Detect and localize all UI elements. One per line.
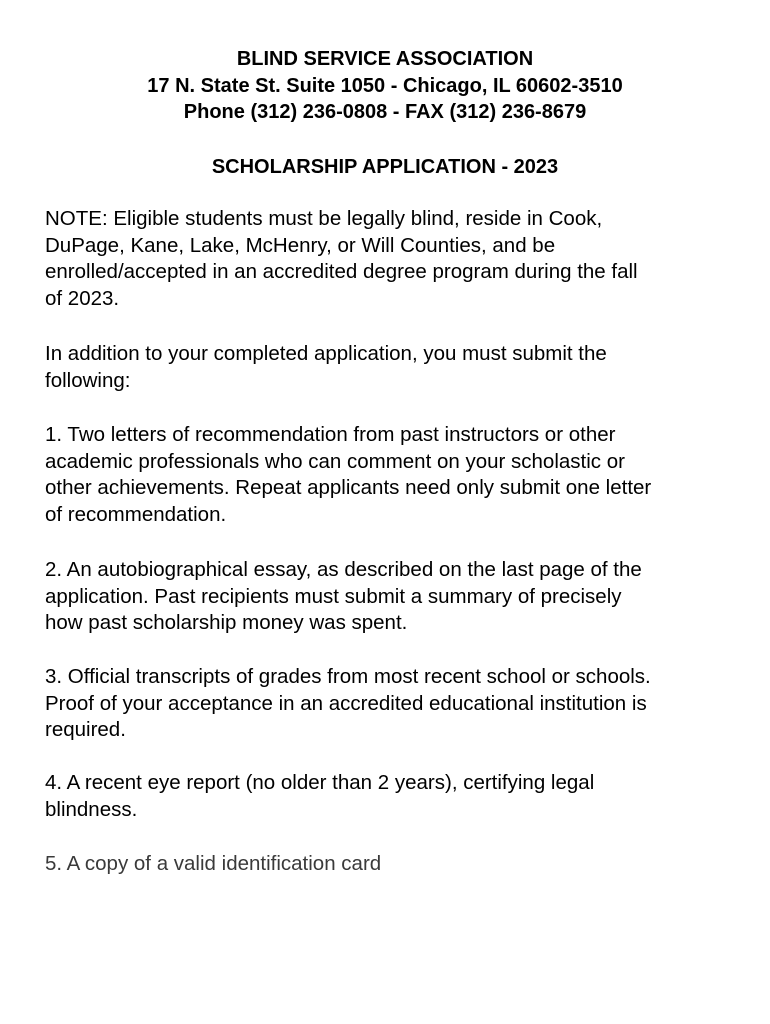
text-line: 2. An autobiographical essay, as described on the last page of the [45, 558, 642, 581]
text-line: of recommendation. [45, 502, 227, 526]
text-line: following: [45, 368, 131, 392]
text-line: enrolled/accepted in an accredited degree program during the fall [45, 260, 638, 283]
organization-contact: Phone (312) 236-0808 - FAX (312) 236-8679 [183, 101, 587, 123]
text-line: 3. Official transcripts of grades from most recent school or schools. [45, 665, 651, 688]
organization-name: BLIND SERVICE ASSOCIATION [236, 48, 534, 70]
eligibility-note [45, 206, 735, 312]
submission-intro [45, 341, 735, 394]
requirement-item-1 [45, 422, 735, 528]
text-line: Proof of your acceptance in an accredited educational institution is [45, 691, 647, 715]
text-line: DuPage, Kane, Lake, McHenry, or Will Counties, and be [45, 233, 556, 257]
text-line: 5. A copy of a valid identification card [45, 852, 382, 875]
text-line: In addition to your completed application, you must submit the [45, 342, 607, 365]
text-line: other achievements. Repeat applicants need only submit one letter [45, 476, 652, 499]
text-line: application. Past recipients must submit a summary of precisely [45, 584, 622, 608]
requirement-item-3 [45, 664, 735, 744]
text-line: how past scholarship money was spent. [45, 611, 408, 634]
text-line: 4. A recent eye report (no older than 2 years), certifying legal [45, 771, 595, 794]
text-line: required. [45, 718, 126, 741]
text-line: academic professionals who can comment on your scholastic or [45, 449, 625, 473]
organization-address: 17 N. State St. Suite 1050 - Chicago, IL 60602-3510 [147, 74, 623, 97]
requirement-item-5 [45, 851, 735, 878]
requirement-item-4 [45, 770, 735, 823]
text-line: NOTE: Eligible students must be legally blind, reside in Cook, [45, 207, 603, 230]
text-line: blindness. [45, 797, 138, 821]
text-line: 1. Two letters of recommendation from past instructors or other [45, 423, 616, 446]
requirement-item-2 [45, 557, 735, 637]
document-title: SCHOLARSHIP APPLICATION - 2023 [211, 156, 559, 178]
letterhead [0, 46, 770, 126]
text-line: of 2023. [45, 286, 120, 310]
